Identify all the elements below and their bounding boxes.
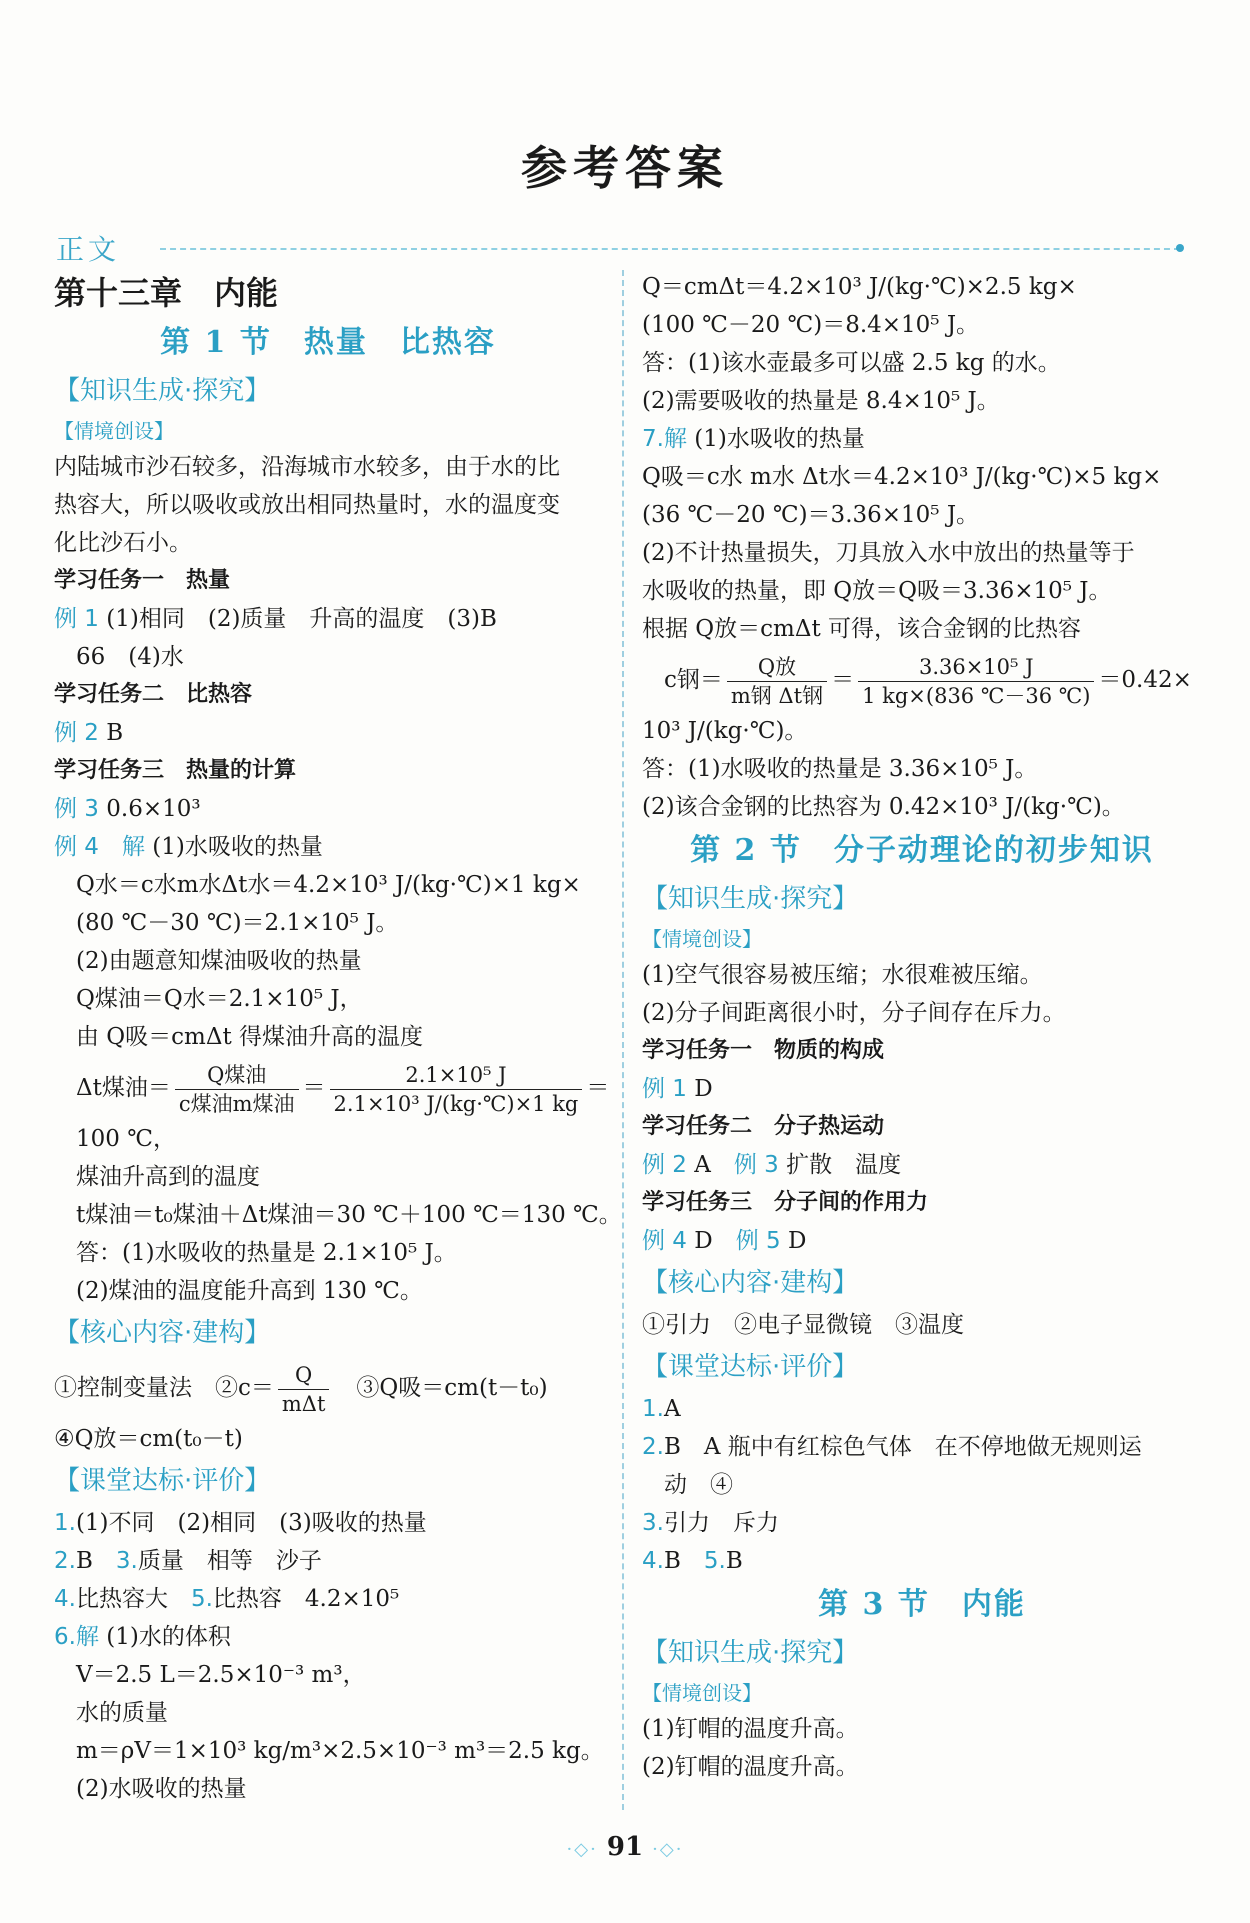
text-line: (2)钉帽的温度升高。 <box>642 1754 859 1780</box>
answer-text: B <box>75 1548 116 1574</box>
section-heading: 第 3 节 内能 <box>818 1587 1026 1622</box>
text-line: 动 ④ <box>664 1472 733 1498</box>
text-line: (2)该合金钢的比热容为 0.42×10³ J/(kg·℃)。 <box>642 794 1125 820</box>
text-line: 由 Q吸＝cmΔt 得煤油升高的温度 <box>76 1024 424 1050</box>
text-line: (2)分子间距离很小时，分子间存在斥力。 <box>642 1000 1066 1026</box>
answer-line <box>642 1070 1202 1108</box>
answer-key: 例 2 <box>642 1152 687 1178</box>
column-divider <box>622 270 624 1810</box>
answer-key: 例 3 <box>733 1152 779 1178</box>
task-heading: 学习任务二 比热容 <box>54 682 253 707</box>
text-line: (100 ℃－20 ℃)＝8.4×10⁵ J。 <box>642 312 980 338</box>
subsection-tag: 【情境创设】 <box>642 1681 762 1705</box>
text-line: ④Q放＝cm(t₀－t) <box>54 1426 243 1452</box>
answer-text: 扩散 温度 <box>778 1152 902 1178</box>
text-line: 66 (4)水 <box>76 644 184 670</box>
answer-line <box>642 1146 1202 1184</box>
answer-line <box>54 714 602 752</box>
text-line: (2)由题意知煤油吸收的热量 <box>76 948 362 974</box>
text-line: (2)不计热量损失，刀具放入水中放出的热量等于 <box>642 540 1135 566</box>
text-line: 热容大，所以吸收或放出相同热量时，水的温度变 <box>54 492 560 518</box>
text-line: (2)水吸收的热量 <box>76 1776 247 1802</box>
answer-text: (1)相同 (2)质量 升高的温度 (3)B <box>98 606 497 632</box>
answer-text: B <box>663 1548 704 1574</box>
text-line: ①引力 ②电子显微镜 ③温度 <box>642 1312 964 1338</box>
answer-key: 4. <box>54 1586 76 1612</box>
answer-text: B A 瓶中有红棕色气体 在不停地做无规则运 <box>663 1434 1142 1460</box>
page-number <box>0 1832 1250 1862</box>
answer-text: D <box>686 1076 713 1102</box>
fraction-denominator: mΔt <box>281 1391 326 1416</box>
formula-line <box>54 1056 610 1120</box>
fraction-denominator: m钢 Δt钢 <box>730 683 824 708</box>
section-heading: 第 1 节 热量 比热容 <box>160 325 496 360</box>
formula-text: Δt煤油＝ <box>76 1075 171 1101</box>
answer-text: 引力 斥力 <box>663 1510 779 1536</box>
task-heading: 学习任务一 热量 <box>54 568 231 593</box>
answer-key: 3. <box>642 1510 664 1536</box>
subsection-heading: 【课堂达标·评价】 <box>54 1466 271 1496</box>
section-heading: 第 2 节 分子动理论的初步知识 <box>690 833 1154 868</box>
text-line: Q水＝c水m水Δt水＝4.2×10³ J/(kg·℃)×1 kg× <box>76 872 581 898</box>
formula-text: ③Q吸＝cm(t－t₀) <box>333 1375 548 1401</box>
answer-line <box>54 600 602 638</box>
answer-text: (1)水吸收的热量 <box>686 426 865 452</box>
answer-key: 6.解 <box>54 1624 99 1650</box>
answer-line <box>642 1390 1202 1428</box>
answer-key: 例 1 <box>642 1076 687 1102</box>
answer-key: 例 5 <box>735 1228 781 1254</box>
page-number-ornament-left: ·◇· <box>566 1839 598 1860</box>
answer-key: 例 4 <box>642 1228 687 1254</box>
answer-key: 例 1 <box>54 606 99 632</box>
fraction-denominator: c煤油m煤油 <box>178 1091 295 1116</box>
fraction <box>858 653 1094 710</box>
answer-text: (1)不同 (2)相同 (3)吸收的热量 <box>75 1510 427 1536</box>
answer-text: D <box>780 1228 807 1254</box>
section-label: 正文 <box>56 233 121 266</box>
formula-text: ＝ <box>586 1075 610 1101</box>
answer-key: 7.解 <box>642 426 687 452</box>
text-line: t煤油＝t₀煤油＋Δt煤油＝30 ℃＋100 ℃＝130 ℃。 <box>76 1202 622 1228</box>
text-line: 10³ J/(kg·℃)。 <box>642 718 808 744</box>
text-line: 100 ℃， <box>76 1126 176 1152</box>
text-line: (2)需要吸收的热量是 8.4×10⁵ J。 <box>642 388 1000 414</box>
answer-key: 1. <box>642 1396 664 1422</box>
answer-text: A <box>686 1152 734 1178</box>
answer-text: A <box>663 1396 681 1422</box>
header-dashed-rule <box>160 248 1180 250</box>
answer-line <box>642 420 1202 458</box>
answer-key: 5. <box>190 1586 213 1612</box>
formula-text: c钢＝ <box>664 667 723 693</box>
page-number-ornament-right: ·◇· <box>652 1839 684 1860</box>
answer-line <box>54 1542 602 1580</box>
fraction <box>278 1361 330 1418</box>
text-line: Q煤油＝Q水＝2.1×10⁵ J， <box>76 986 363 1012</box>
text-line: Q＝cmΔt＝4.2×10³ J/(kg·℃)×2.5 kg× <box>642 274 1077 300</box>
text-line: (2)煤油的温度能升高到 130 ℃。 <box>76 1278 423 1304</box>
formula-text: ＝0.42× <box>1098 667 1192 693</box>
answer-key: 例 3 <box>54 796 99 822</box>
answer-text: (1)水的体积 <box>98 1624 231 1650</box>
answer-text: 0.6×10³ <box>98 796 201 822</box>
subsection-heading: 【课堂达标·评价】 <box>642 1352 859 1382</box>
fraction-numerator: 2.1×10⁵ J <box>330 1061 583 1090</box>
task-heading: 学习任务一 物质的构成 <box>642 1038 885 1063</box>
text-line: 答：(1)水吸收的热量是 3.36×10⁵ J。 <box>642 756 1038 782</box>
page-number-value: 91 <box>606 1832 644 1862</box>
text-line: (1)钉帽的温度升高。 <box>642 1716 859 1742</box>
header-rule-dot <box>1176 244 1184 252</box>
text-line: V＝2.5 L＝2.5×10⁻³ m³， <box>76 1662 366 1688</box>
text-line: 答：(1)水吸收的热量是 2.1×10⁵ J。 <box>76 1240 457 1266</box>
text-line: 煤油升高到的温度 <box>76 1164 260 1190</box>
subsection-heading: 【核心内容·建构】 <box>642 1268 859 1298</box>
answer-line <box>642 1428 1202 1466</box>
right-column <box>642 268 1202 1786</box>
answer-key: 5. <box>703 1548 726 1574</box>
answer-key: 4. <box>642 1548 664 1574</box>
text-line: (1)空气很容易被压缩；水很难被压缩。 <box>642 962 1043 988</box>
answer-text: 比热容大 <box>75 1586 191 1612</box>
formula-text: ＝ <box>302 1075 326 1101</box>
answer-key: 例 2 <box>54 720 99 746</box>
task-heading: 学习任务二 分子热运动 <box>642 1114 885 1139</box>
answer-text: B <box>98 720 124 746</box>
subsection-heading: 【核心内容·建构】 <box>54 1318 271 1348</box>
answer-key: 3. <box>115 1548 138 1574</box>
fraction-denominator: 1 kg×(836 ℃－36 ℃) <box>862 683 1091 708</box>
answer-text: B <box>725 1548 743 1574</box>
text-line: Q吸＝c水 m水 Δt水＝4.2×10³ J/(kg·℃)×5 kg× <box>642 464 1162 490</box>
fraction-numerator: Q <box>278 1361 330 1390</box>
formula-line <box>642 648 1202 712</box>
formula-line <box>54 1356 602 1420</box>
fraction-numerator: Q煤油 <box>175 1061 299 1090</box>
answer-line <box>642 1222 1202 1260</box>
text-line: 水的质量 <box>76 1700 168 1726</box>
left-column <box>54 268 622 1808</box>
answer-text: 比热容 4.2×10⁵ <box>212 1586 400 1612</box>
formula-text: ＝ <box>831 667 855 693</box>
text-line: 水吸收的热量，即 Q放＝Q吸＝3.36×10⁵ J。 <box>642 578 1112 604</box>
answer-line <box>642 1542 1202 1580</box>
chapter-heading: 第十三章 内能 <box>54 274 279 312</box>
answer-line <box>54 1618 602 1656</box>
formula-text: ①控制变量法 ②c＝ <box>54 1375 274 1401</box>
answer-line <box>54 1504 602 1542</box>
answer-line <box>54 790 602 828</box>
text-line: 根据 Q放＝cmΔt 可得，该合金钢的比热容 <box>642 616 1082 642</box>
answer-text: (1)水吸收的热量 <box>144 834 323 860</box>
task-heading: 学习任务三 分子间的作用力 <box>642 1190 929 1215</box>
answer-key: 1. <box>54 1510 76 1536</box>
answer-line <box>54 1580 602 1618</box>
text-line: m＝ρV＝1×10³ kg/m³×2.5×10⁻³ m³＝2.5 kg。 <box>76 1738 604 1764</box>
text-line: 化比沙石小。 <box>54 530 192 556</box>
subsection-heading: 【知识生成·探究】 <box>642 884 859 914</box>
subsection-heading: 【知识生成·探究】 <box>54 376 271 406</box>
answer-line <box>642 1504 1202 1542</box>
subsection-heading: 【知识生成·探究】 <box>642 1638 859 1668</box>
subsection-tag: 【情境创设】 <box>642 927 762 951</box>
answer-line <box>54 828 602 866</box>
fraction-denominator: 2.1×10³ J/(kg·℃)×1 kg <box>333 1091 579 1116</box>
answer-text: D <box>686 1228 736 1254</box>
fraction-numerator: 3.36×10⁵ J <box>858 653 1094 682</box>
text-line: 答：(1)该水壶最多可以盛 2.5 kg 的水。 <box>642 350 1061 376</box>
answer-text: 质量 相等 沙子 <box>137 1548 322 1574</box>
fraction-numerator: Q放 <box>727 653 827 682</box>
answer-key: 2. <box>54 1548 76 1574</box>
text-line: (80 ℃－30 ℃)＝2.1×10⁵ J。 <box>76 910 399 936</box>
text-line: 内陆城市沙石较多，沿海城市水较多，由于水的比 <box>54 454 560 480</box>
text-line: (36 ℃－20 ℃)＝3.36×10⁵ J。 <box>642 502 980 528</box>
task-heading: 学习任务三 热量的计算 <box>54 758 297 783</box>
fraction <box>175 1061 299 1118</box>
subsection-tag: 【情境创设】 <box>54 419 174 443</box>
fraction <box>330 1061 583 1118</box>
page-title: 参考答案 <box>521 141 729 195</box>
answer-key: 例 4 解 <box>54 834 145 860</box>
answer-key: 2. <box>642 1434 664 1460</box>
fraction <box>727 653 827 710</box>
